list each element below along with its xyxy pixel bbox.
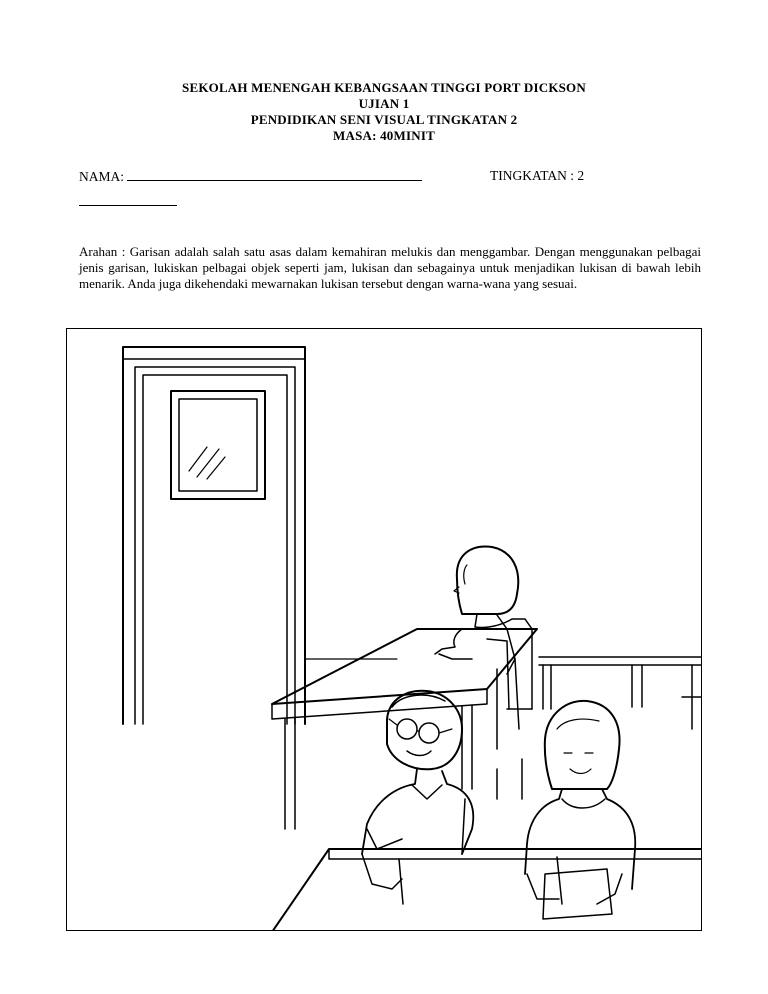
- exam-title: UJIAN 1: [358, 96, 410, 111]
- name-label: NAMA:: [79, 169, 125, 184]
- name-blank-line[interactable]: [127, 168, 422, 181]
- door: [123, 347, 305, 724]
- school-name: SEKOLAH MENENGAH KEBANGSAAN TINGGI PORT DICKSON: [182, 80, 586, 95]
- instructions-text: Arahan : Garisan adalah salah satu asas dalam kemahiran melukis dan menggambar. Dengan menggunakan pelbagai jenis garisan, lukiskan pelbagai objek seperti jam, lukisan dan sebagainya untuk menjadikan lukisan di bawah lebih menarik. Anda juga dikehendaki mewarnakan lukisan tersebut dengan warna-wana yang sesuai.: [79, 244, 701, 291]
- classroom-illustration: [67, 329, 702, 931]
- name-blank-line-continued[interactable]: [79, 205, 177, 206]
- front-student-boy: [362, 691, 473, 904]
- subject-title: PENDIDIKAN SENI VISUAL TINGKATAN 2: [250, 112, 518, 127]
- exam-duration: MASA: 40MINIT: [333, 128, 435, 143]
- classroom-illustration-frame[interactable]: [66, 328, 702, 931]
- right-desks: [539, 657, 702, 729]
- class-label: TINGKATAN : 2: [490, 168, 585, 183]
- exam-header: [0, 80, 768, 144]
- front-desk: [272, 849, 702, 931]
- front-student-girl: [525, 701, 635, 919]
- name-row: [79, 168, 422, 185]
